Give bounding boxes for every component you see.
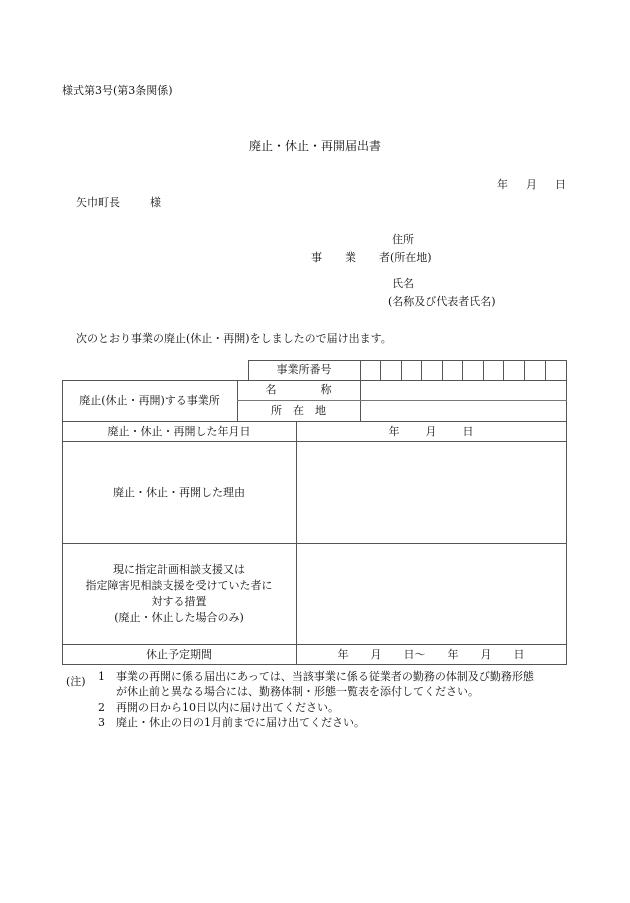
period-year-from: 年 (337, 648, 349, 661)
date-row-label: 廃止・休止・再開した年月日 (107, 425, 251, 438)
period-year-to: 年 (447, 648, 459, 661)
addressee (76, 194, 161, 210)
business-char-2: 業 (345, 251, 356, 264)
form-title: 廃止・休止・再開届出書 (248, 139, 381, 153)
name-label: 氏名 (392, 277, 414, 290)
date-year: 年 (497, 178, 508, 191)
note-1-line-2: が休止前と異なる場合には、勤務体制・形態一覧表を添付してください。 (116, 685, 479, 698)
note-3-number: 3 (98, 716, 105, 729)
measures-line-3: 対する措置 (151, 595, 207, 608)
period-month-to: 月 (480, 648, 492, 661)
suspension-period-value (296, 647, 566, 663)
office-number-label: 事業所番号 (276, 363, 332, 376)
note-item-2 (98, 699, 339, 715)
date-row-value (296, 424, 566, 440)
office-location-label: 所 在 地 (271, 404, 326, 417)
note-1-number: 1 (98, 670, 105, 683)
date-row-year: 年 (388, 425, 400, 438)
date-day: 日 (555, 178, 566, 191)
note-2-number: 2 (98, 701, 105, 714)
note-item-1 (98, 668, 534, 684)
notes-label: (注) (66, 675, 86, 688)
submission-date (497, 176, 566, 192)
business-operator-label (311, 249, 432, 265)
period-day-from: 日〜 (403, 648, 426, 661)
reason-label: 廃止・休止・再開した理由 (113, 486, 245, 499)
address-label: 住所 (392, 233, 414, 246)
date-month: 月 (526, 178, 537, 191)
note-1-line-1: 事業の再開に係る届出にあっては、当該事業に係る従業者の勤務の体制及び勤務形態 (116, 670, 534, 683)
intro-text: 次のとおり事業の廃止(休止・再開)をしましたので届け出ます。 (76, 332, 392, 345)
measures-line-1: 現に指定計画相談支援又は (113, 563, 245, 576)
period-month-from: 月 (370, 648, 382, 661)
measures-line-4: (廃止・休止した場合のみ) (114, 611, 244, 624)
name-sub-label: (名称及び代表者氏名) (388, 295, 496, 308)
period-day-to: 日 (513, 648, 525, 661)
note-item-1-cont (116, 683, 479, 699)
office-name-label: 名 称 (265, 383, 332, 396)
measures-label (62, 562, 296, 626)
measures-line-2: 指定障害児相談支援を受けていた者に (85, 579, 273, 592)
addressee-name: 矢巾町長 (76, 196, 120, 209)
location-label: (所在地) (390, 251, 432, 264)
suspension-period-label: 休止予定期間 (146, 648, 212, 661)
business-char-3: 者 (379, 251, 390, 264)
date-row-day: 日 (462, 425, 474, 438)
note-2-line-1: 再開の日から10日以内に届け出てください。 (116, 701, 339, 714)
business-char-1: 事 (311, 251, 322, 264)
note-item-3 (98, 714, 365, 730)
addressee-honorific: 様 (150, 196, 161, 209)
office-label: 廃止(休止・再開)する事業所 (79, 394, 220, 407)
note-3-line-1: 廃止・休止の日の1月前までに届け出てください。 (116, 716, 365, 729)
date-row-month: 月 (425, 425, 437, 438)
form-number: 様式第3号(第3条関係) (62, 84, 173, 97)
